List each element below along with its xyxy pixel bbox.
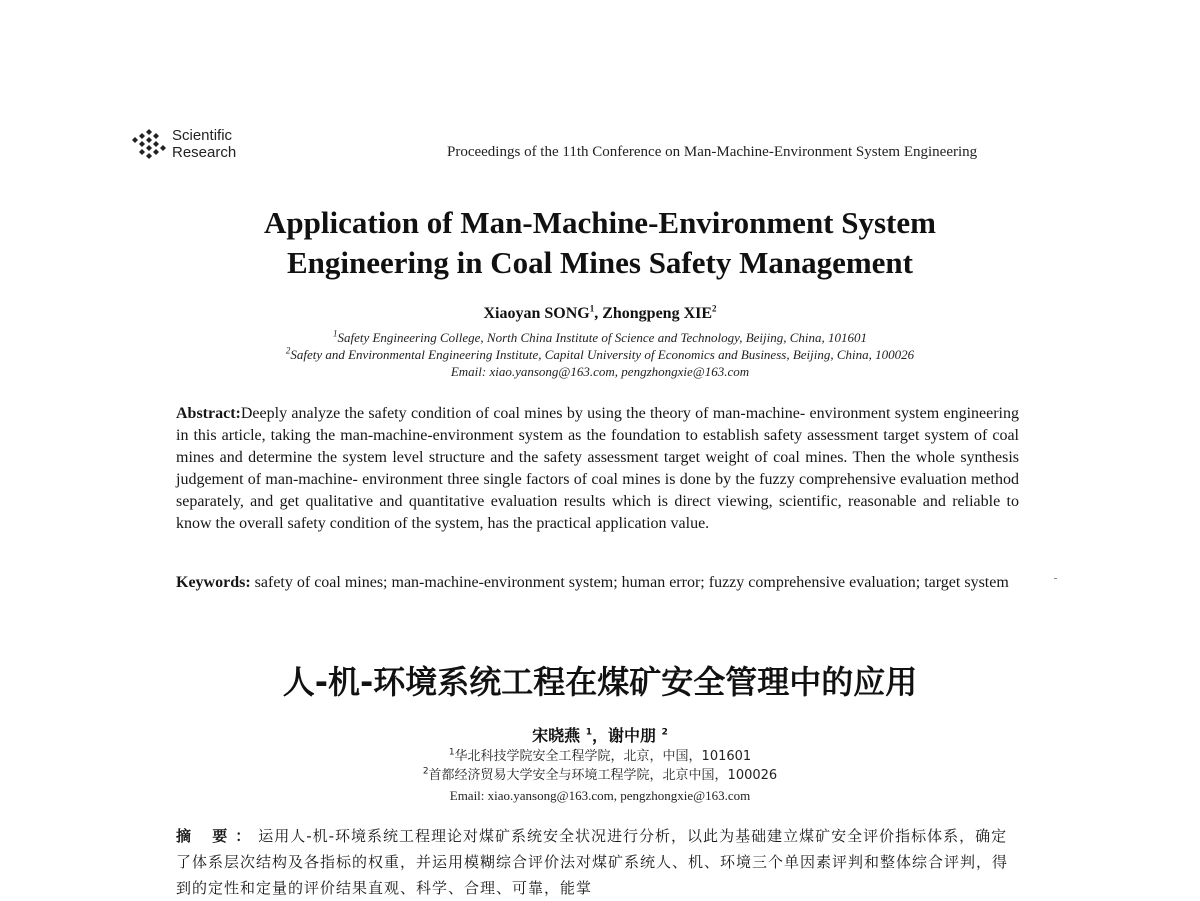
author-1: Xiaoyan SONG <box>483 305 590 322</box>
abstract-label: Abstract: <box>176 405 241 422</box>
english-authors <box>100 305 1100 323</box>
chinese-authors <box>100 723 1100 746</box>
affiliation-2 <box>100 347 1100 363</box>
affiliation-2-text: Safety and Environmental Engineering Institute, Capital University of Economics and Business, Beijing, China, 100026 <box>290 347 915 362</box>
english-email: Email: xiao.yansong@163.com, pengzhongxie@163.com <box>450 364 750 379</box>
chinese-email: Email: xiao.yansong@163.com, pengzhongxie@163.com <box>449 788 751 803</box>
chinese-affiliation-2-mark: 2 <box>422 766 429 777</box>
chinese-author-1-mark: 1 <box>585 727 592 738</box>
chinese-author-2-mark: 2 <box>661 727 668 738</box>
author-separator: , <box>594 305 603 322</box>
chinese-affiliation-1-mark: 1 <box>448 747 455 758</box>
english-abstract <box>176 403 1019 535</box>
affiliation-1-text: Safety Engineering College, North China Institute of Science and Technology, Beijing, China, 101601 <box>337 330 868 345</box>
english-keywords <box>176 572 1019 593</box>
abstract-text: Deeply analyze the safety condition of coal mines by using the theory of man-machine- environment system engineering in this article, taking the man-machine-environment system as the foundation to establish safety assessment target system of coal mines and determine the system level structure and the safety assessment target weight of coal mines. Then the whole synthesis judgement of man-machine- environment three single factors of coal mines is done by the fuzzy comprehensive evaluation method separately, and get qualitative and quantitative evaluation results which is direct viewing, scientific, reasonable and reliable to know the overall safety condition of the system, has the practical application value. <box>176 405 1019 532</box>
keywords-label: Keywords: <box>176 574 251 591</box>
affiliation-2-mark: 2 <box>285 345 291 356</box>
english-title <box>100 203 1100 283</box>
chinese-abstract-text: 运用人-机-环境系统工程理论对煤矿系统安全状况进行分析，以此为基础建立煤矿安全评价指标体系，确定了体系层次结构及各指标的权重，并运用模糊综合评价法对煤矿系统人、机、环境三个单因素评判和整体综合评判，得到的定性和定量的评价结果直观、科学、合理、可靠，能掌 <box>176 827 1009 897</box>
scientific-research-logo-icon <box>130 128 168 160</box>
logo-line-2: Research <box>172 144 237 161</box>
logo-wordmark <box>172 127 236 161</box>
scan-speck <box>1054 578 1057 579</box>
chinese-author-2: 谢中朋 <box>608 726 657 745</box>
proceedings-header: Proceedings of the 11th Conference on Man-Machine-Environment System Engineering <box>447 144 978 160</box>
chinese-affiliation-1-text: 华北科技学院安全工程学院，北京，中国，101601 <box>454 749 752 764</box>
chinese-affiliation-2 <box>100 768 1100 784</box>
english-title-line-1: Application of Man-Machine-Environment System <box>264 205 936 240</box>
affiliation-1-mark: 1 <box>332 328 338 339</box>
logo-line-1: Scientific <box>172 127 233 144</box>
chinese-author-1: 宋晓燕 <box>532 726 581 745</box>
author-2-affiliation-mark: 2 <box>712 303 717 314</box>
chinese-affiliation-1 <box>100 749 1100 765</box>
keywords-text: safety of coal mines; man-machine-environment system; human error; fuzzy comprehensive evaluation; target system <box>250 574 1009 591</box>
chinese-abstract <box>176 823 1019 901</box>
chinese-abstract-label: 摘 要： <box>176 827 259 845</box>
chinese-affiliation-2-text: 首都经济贸易大学安全与环境工程学院，北京中国，100026 <box>428 768 778 783</box>
english-title-line-2: Engineering in Coal Mines Safety Management <box>287 245 913 280</box>
affiliation-1 <box>100 330 1100 346</box>
chinese-author-separator: ， <box>591 726 608 745</box>
author-1-affiliation-mark: 1 <box>589 303 595 314</box>
publisher-logo <box>130 127 236 161</box>
author-2: Zhongpeng XIE <box>602 305 713 322</box>
chinese-title: 人-机-环境系统工程在煤矿安全管理中的应用 <box>282 663 918 701</box>
